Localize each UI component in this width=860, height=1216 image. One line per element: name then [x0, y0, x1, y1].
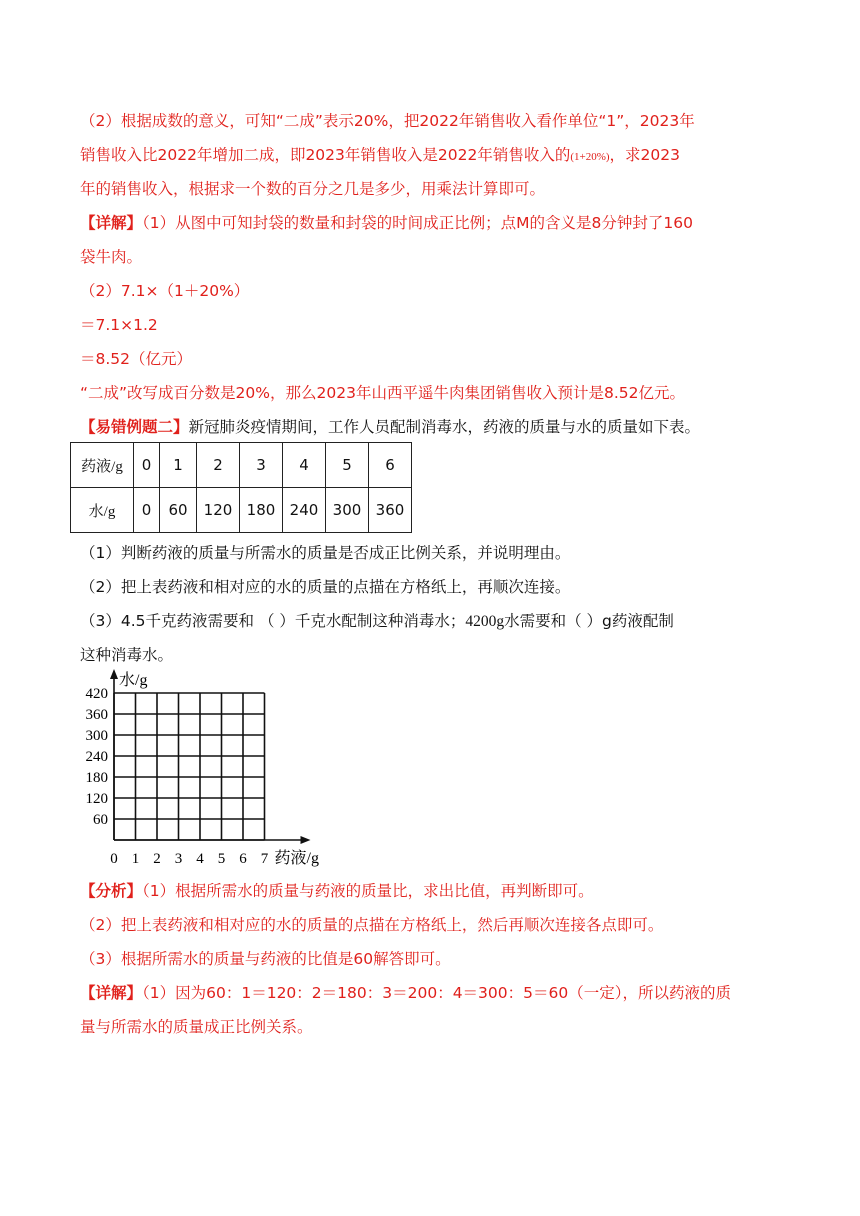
y-tick-label: 60 — [93, 812, 108, 828]
table-header: 水/g — [71, 488, 134, 533]
x-tick-label: 0 — [110, 851, 118, 867]
x-tick-label: 7 — [260, 851, 269, 867]
x-axis-label: 药液/g — [274, 850, 319, 867]
x-tick-label: 2 — [153, 851, 161, 867]
analysis-line: （3）根据所需水的质量与药液的比值是60解答即可。 — [80, 950, 451, 968]
detail-line: 袋牛肉。 — [80, 248, 143, 266]
text-span: 水需要和（ ）g药液配制 — [504, 612, 674, 630]
y-tick-label: 300 — [85, 728, 108, 744]
table-cell: 0 — [134, 488, 160, 533]
x-axis-arrow — [301, 836, 311, 844]
analysis-tag: 【分析】 — [80, 882, 143, 900]
data-table — [70, 442, 412, 533]
text-span: （1）从图中可知封袋的数量和封袋的时间成正比例；点M的含义是8分钟封了160 — [142, 214, 693, 232]
example-heading — [80, 416, 700, 438]
analysis-line: （2）根据成数的意义，可知“二成”表示20%，把2022年销售收入看作单位“1”，2023年 — [80, 112, 695, 130]
x-tick-label: 3 — [174, 851, 183, 867]
x-tick-label: 4 — [196, 851, 204, 867]
text-span: 销售收入比2022年增加二成，即2023年销售收入是2022年销售收入的 — [80, 146, 571, 164]
x-tick-label: 6 — [239, 851, 247, 867]
y-axis-label: 水/g — [119, 672, 148, 689]
text-span: 新冠肺炎疫情期间，工作人员配制消毒水，药液的质量与水的质量如下表。 — [188, 418, 701, 436]
example-tag: 【易错例题二】 — [80, 418, 189, 436]
table-cell: 0 — [134, 443, 160, 488]
detail-line: ＝7.1×1.2 — [80, 316, 158, 334]
y-axis-arrow — [110, 669, 118, 679]
table-cell: 3 — [240, 443, 283, 488]
y-tick-label: 360 — [85, 707, 108, 723]
table-cell: 6 — [369, 443, 412, 488]
question-line: （1）判断药液的质量与所需水的质量是否成正比例关系，并说明理由。 — [80, 544, 571, 562]
table-cell: 5 — [326, 443, 369, 488]
y-tick-label: 420 — [85, 686, 108, 702]
detail-line — [80, 982, 731, 1004]
detail-line: “二成”改写成百分数是20%，那么2023年山西平遥牛肉集团销售收入预计是8.52亿元。 — [80, 384, 685, 402]
detail-line: （2）7.1×（1＋20%） — [80, 282, 250, 300]
analysis-line: （2）把上表药液和相对应的水的质量的点描在方格纸上，然后再顺次连接各点即可。 — [80, 916, 664, 934]
detail-tag: 【详解】 — [80, 214, 143, 232]
text-span: （1）因为60：1＝120：2＝180：3＝200：4＝300：5＝60（一定），所以药液的质 — [142, 984, 731, 1002]
y-tick-label: 180 — [85, 770, 108, 786]
text-span: （3）4.5千克药液需要和 （ ）千克水配制这种消毒水； — [80, 612, 466, 630]
y-tick-label: 120 — [85, 791, 108, 807]
analysis-line — [80, 880, 594, 902]
formula: (1+20%) — [570, 151, 610, 163]
detail-line — [80, 212, 693, 234]
table-cell: 300 — [326, 488, 369, 533]
table-cell: 180 — [240, 488, 283, 533]
question-line: 这种消毒水。 — [80, 646, 174, 664]
table-row — [71, 488, 412, 533]
text-span: 4200g — [465, 613, 505, 630]
detail-line: ＝8.52（亿元） — [80, 350, 193, 368]
table-cell: 60 — [160, 488, 197, 533]
x-tick-label: 1 — [131, 851, 140, 867]
table-cell: 120 — [197, 488, 240, 533]
table-cell: 4 — [283, 443, 326, 488]
analysis-line — [80, 144, 680, 168]
table-cell: 2 — [197, 443, 240, 488]
question-line — [80, 610, 674, 633]
detail-line: 量与所需水的质量成正比例关系。 — [80, 1018, 313, 1036]
table-cell: 1 — [160, 443, 197, 488]
question-line: （2）把上表药液和相对应的水的质量的点描在方格纸上，再顺次连接。 — [80, 578, 571, 596]
x-tick-label: 5 — [217, 851, 226, 867]
text-span: （1）根据所需水的质量与药液的质量比，求出比值，再判断即可。 — [142, 882, 594, 900]
table-cell: 360 — [369, 488, 412, 533]
analysis-line: 年的销售收入，根据求一个数的百分之几是多少，用乘法计算即可。 — [80, 180, 546, 198]
table-header: 药液/g — [71, 443, 134, 488]
table-row — [71, 443, 412, 488]
text-span: ，求2023 — [609, 146, 680, 164]
y-tick-label: 240 — [85, 749, 108, 765]
grid-chart — [78, 668, 338, 878]
table-cell: 240 — [283, 488, 326, 533]
detail-tag: 【详解】 — [80, 984, 143, 1002]
